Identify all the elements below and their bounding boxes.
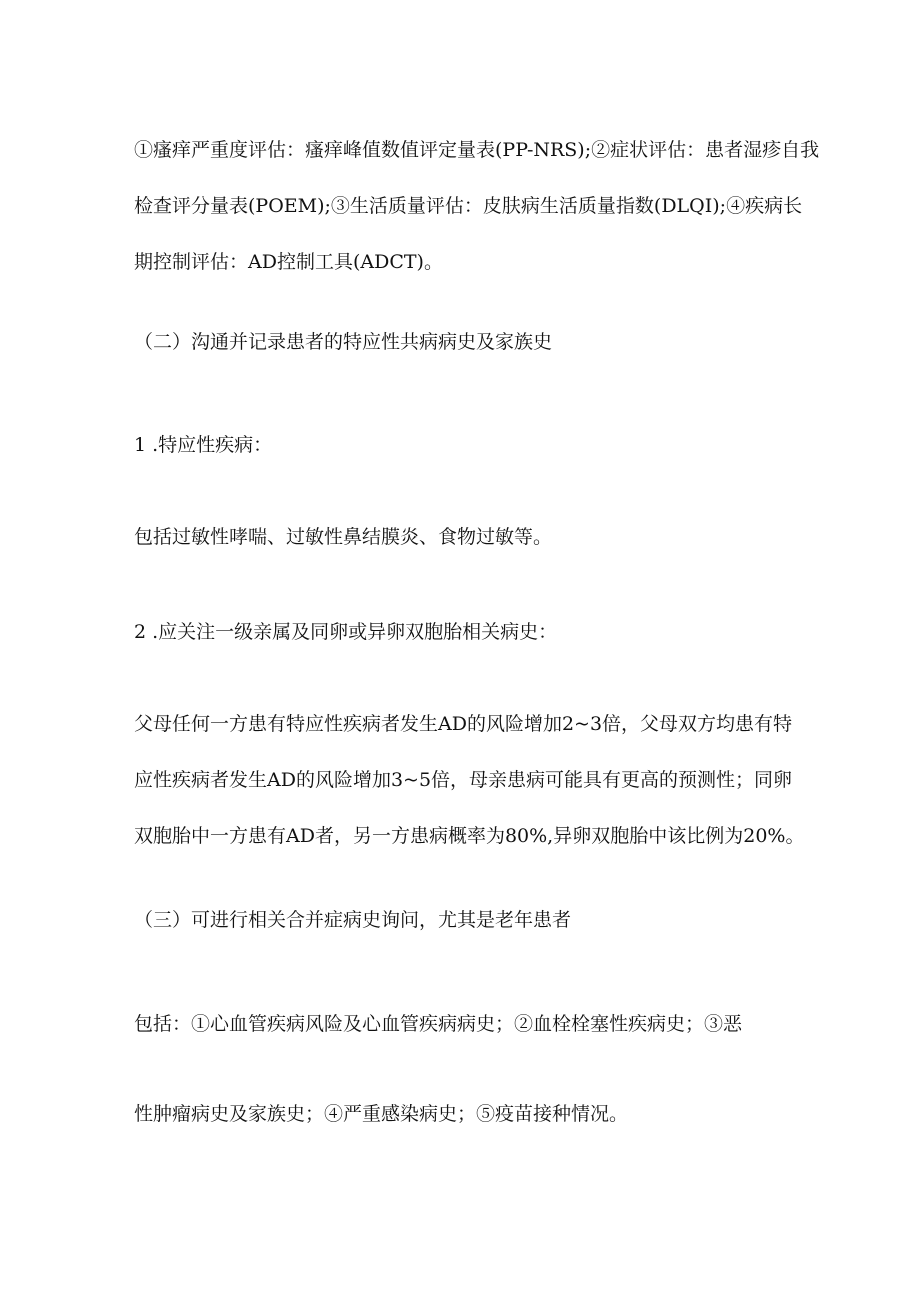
comorbidity-text-line-2: 性肿瘤病史及家族史；④严重感染病史；⑤疫苗接种情况。 (134, 1103, 629, 1125)
comorbidity-text-line-1: 包括：①心血管疾病风险及心血管疾病病史；②血栓栓塞性疾病史；③恶 (134, 1013, 743, 1035)
assessment-paragraph (134, 122, 820, 290)
section-heading-2: （二）沟通并记录患者的特应性共病病史及家族史 (134, 331, 553, 353)
text-line: ①瘙痒严重度评估：瘙痒峰值数值评定量表(PP-NRS);②症状评估：患者湿疹自我 (134, 139, 820, 161)
text-line: 父母任何一方患有特应性疾病者发生AD的风险增加2~3倍，父母双方均患有特 (134, 713, 793, 735)
family-history-paragraph (134, 696, 805, 864)
text-line: 应性疾病者发生AD的风险增加3~5倍，母亲患病可能具有更高的预测性；同卵 (134, 769, 793, 791)
list-item-1-text: 包括过敏性哮喘、过敏性鼻结膜炎、食物过敏等。 (134, 526, 553, 548)
text-line: 检查评分量表(POEM);③生活质量评估：皮肤病生活质量指数(DLQI);④疾病长 (134, 195, 803, 217)
section-heading-3: （三）可进行相关合并症病史询问，尤其是老年患者 (134, 909, 572, 931)
text-line: 双胞胎中一方患有AD者，另一方患病概率为80%,异卵双胞胎中该比例为20%。 (134, 825, 805, 847)
list-item-2-title: 2 .应关注一级亲属及同卵或异卵双胞胎相关病史： (134, 621, 558, 643)
list-item-1-title: 1 .特应性疾病： (134, 434, 273, 456)
text-line: 期控制评估：AD控制工具(ADCT)。 (134, 251, 443, 273)
